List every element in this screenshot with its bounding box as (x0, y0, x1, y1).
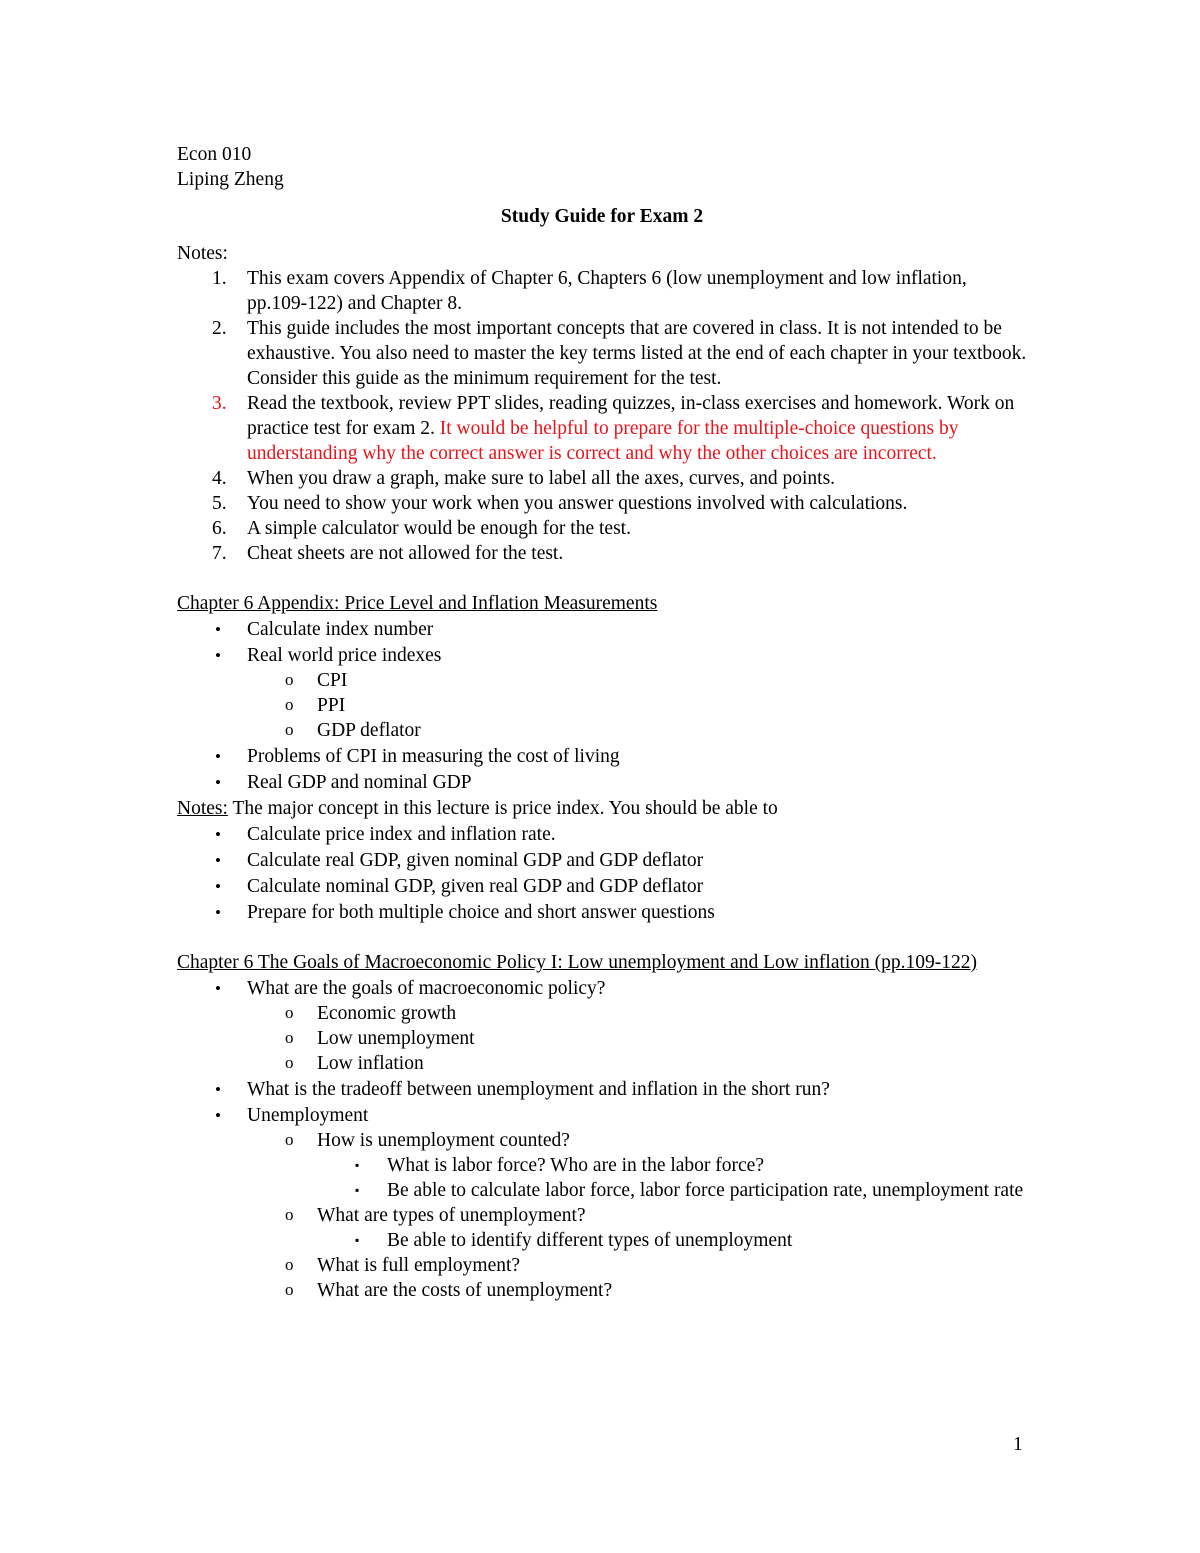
list-item (177, 848, 1027, 873)
bullet-icon: • (215, 646, 221, 665)
sub-item-text: How is unemployment counted? (317, 1130, 570, 1151)
list-item (177, 822, 1027, 847)
note-item (177, 391, 1027, 466)
bullet-icon: • (215, 1106, 221, 1125)
sub-item-text: What are the costs of unemployment? (317, 1280, 613, 1301)
circle-bullet-icon: o (285, 1028, 294, 1047)
sub-sub-list-item (317, 1228, 1027, 1253)
notes-label: Notes: (177, 798, 228, 819)
sub-sub-list (317, 1153, 1027, 1203)
notes-heading: Notes: (177, 243, 228, 264)
bullet-list (177, 822, 1027, 925)
list-item-text: Problems of CPI in measuring the cost of living (247, 746, 620, 767)
list-item (177, 643, 1027, 743)
sub-list (247, 668, 1027, 743)
sub-sub-item-text: What is labor force? Who are in the labor force? (387, 1155, 764, 1176)
notes-text: The major concept in this lecture is price index. You should be able to (227, 798, 778, 819)
sub-list-item (247, 1001, 1027, 1026)
circle-bullet-icon: o (285, 1053, 294, 1072)
bullet-list (177, 976, 1027, 1303)
sub-sub-item-text: Be able to calculate labor force, labor force participation rate, unemployment rate (387, 1180, 1024, 1201)
sub-list-item (247, 1253, 1027, 1278)
note-text: This guide includes the most important concepts that are covered in class. It is not intended to be exhaustive. You also need to master the key terms listed at the end of each chapter in your textbook. Consider this guide as the minimum requirement for the test. (247, 318, 1027, 389)
page-number: 1 (1013, 1434, 1023, 1455)
circle-bullet-icon: o (285, 695, 294, 714)
course-code: Econ 010 (177, 144, 252, 165)
bullet-icon: • (215, 773, 221, 792)
note-number: 1. (212, 268, 227, 289)
list-item (177, 744, 1027, 769)
note-text: Cheat sheets are not allowed for the test. (247, 543, 564, 564)
sub-sub-list-item (317, 1153, 1027, 1178)
sub-item-text: GDP deflator (317, 720, 421, 741)
note-item (177, 316, 1027, 391)
list-item-text: Real world price indexes (247, 645, 442, 666)
square-bullet-icon: ▪ (355, 1183, 360, 1197)
sub-sub-item-text: Be able to identify different types of unemployment (387, 1230, 793, 1251)
sub-list (247, 1001, 1027, 1076)
note-text: When you draw a graph, make sure to label all the axes, curves, and points. (247, 468, 836, 489)
list-item-text: Prepare for both multiple choice and short answer questions (247, 902, 715, 923)
sub-item-text: Economic growth (317, 1003, 457, 1024)
sub-sub-list (317, 1228, 1027, 1253)
circle-bullet-icon: o (285, 1280, 294, 1299)
list-item-text: What are the goals of macroeconomic policy? (247, 978, 606, 999)
sub-list (247, 1128, 1027, 1303)
bullet-icon: • (215, 1080, 221, 1099)
note-number: 2. (212, 318, 227, 339)
note-number: 3. (212, 393, 227, 414)
sub-item-text: Low unemployment (317, 1028, 475, 1049)
list-item-text: Calculate index number (247, 619, 434, 640)
list-item (177, 976, 1027, 1076)
list-item (177, 1103, 1027, 1303)
sub-list-item (247, 718, 1027, 743)
note-text: You need to show your work when you answer questions involved with calculations. (247, 493, 908, 514)
note-number: 6. (212, 518, 227, 539)
section-notes (177, 796, 1027, 821)
document-page (177, 142, 1027, 1304)
bullet-icon: • (215, 877, 221, 896)
bullet-icon: • (215, 620, 221, 639)
sub-list-item (247, 1203, 1027, 1253)
circle-bullet-icon: o (285, 1255, 294, 1274)
list-item (177, 770, 1027, 795)
list-item (177, 874, 1027, 899)
circle-bullet-icon: o (285, 670, 294, 689)
list-item-text: Unemployment (247, 1105, 369, 1126)
sub-item-text: Low inflation (317, 1053, 424, 1074)
square-bullet-icon: ▪ (355, 1158, 360, 1172)
list-item (177, 900, 1027, 925)
note-item (177, 466, 1027, 491)
circle-bullet-icon: o (285, 1003, 294, 1022)
list-item-text: Real GDP and nominal GDP (247, 772, 472, 793)
circle-bullet-icon: o (285, 720, 294, 739)
bullet-icon: • (215, 903, 221, 922)
note-item (177, 266, 1027, 316)
circle-bullet-icon: o (285, 1205, 294, 1224)
sub-item-text: PPI (317, 695, 346, 716)
list-item-text: What is the tradeoff between unemployment and inflation in the short run? (247, 1079, 830, 1100)
note-text: This exam covers Appendix of Chapter 6, Chapters 6 (low unemployment and low inflation, pp.109-122) and Chapter 8. (247, 268, 967, 314)
square-bullet-icon: ▪ (355, 1233, 360, 1247)
list-item-text: Calculate real GDP, given nominal GDP and GDP deflator (247, 850, 704, 871)
bullet-icon: • (215, 825, 221, 844)
note-highlight-text: It would be helpful to prepare for the multiple-choice questions by understanding why the correct answer is correct and why the other choices are incorrect. (247, 418, 959, 464)
circle-bullet-icon: o (285, 1130, 294, 1149)
sub-item-text: What is full employment? (317, 1255, 521, 1276)
bullet-icon: • (215, 851, 221, 870)
note-item (177, 491, 1027, 516)
bullet-icon: • (215, 747, 221, 766)
sub-list-item (247, 693, 1027, 718)
note-number: 7. (212, 543, 227, 564)
note-text: Read the textbook, review PPT slides, reading quizzes, in-class exercises and homework. Work on practice test for exam 2. (247, 393, 1015, 439)
notes-list (177, 266, 1027, 566)
note-item (177, 541, 1027, 566)
section-heading-ch6-appendix: Chapter 6 Appendix: Price Level and Inflation Measurements (177, 593, 658, 614)
instructor-name: Liping Zheng (177, 169, 284, 190)
page-title: Study Guide for Exam 2 (500, 206, 704, 227)
note-number: 4. (212, 468, 227, 489)
list-item (177, 617, 1027, 642)
section-heading-ch6-goals: Chapter 6 The Goals of Macroeconomic Policy I: Low unemployment and Low inflation (pp.109-122) (177, 952, 978, 973)
sub-list-item (247, 1026, 1027, 1051)
bullet-list (177, 617, 1027, 795)
sub-list-item (247, 668, 1027, 693)
sub-list-item (247, 1128, 1027, 1203)
bullet-icon: • (215, 979, 221, 998)
note-item (177, 516, 1027, 541)
sub-list-item (247, 1051, 1027, 1076)
list-item-text: Calculate price index and inflation rate. (247, 824, 556, 845)
sub-item-text: CPI (317, 670, 348, 691)
list-item (177, 1077, 1027, 1102)
note-text: A simple calculator would be enough for the test. (247, 518, 631, 539)
list-item-text: Calculate nominal GDP, given real GDP and GDP deflator (247, 876, 704, 897)
sub-list-item (247, 1278, 1027, 1303)
sub-item-text: What are types of unemployment? (317, 1205, 586, 1226)
sub-sub-list-item (317, 1178, 1027, 1203)
note-number: 5. (212, 493, 227, 514)
